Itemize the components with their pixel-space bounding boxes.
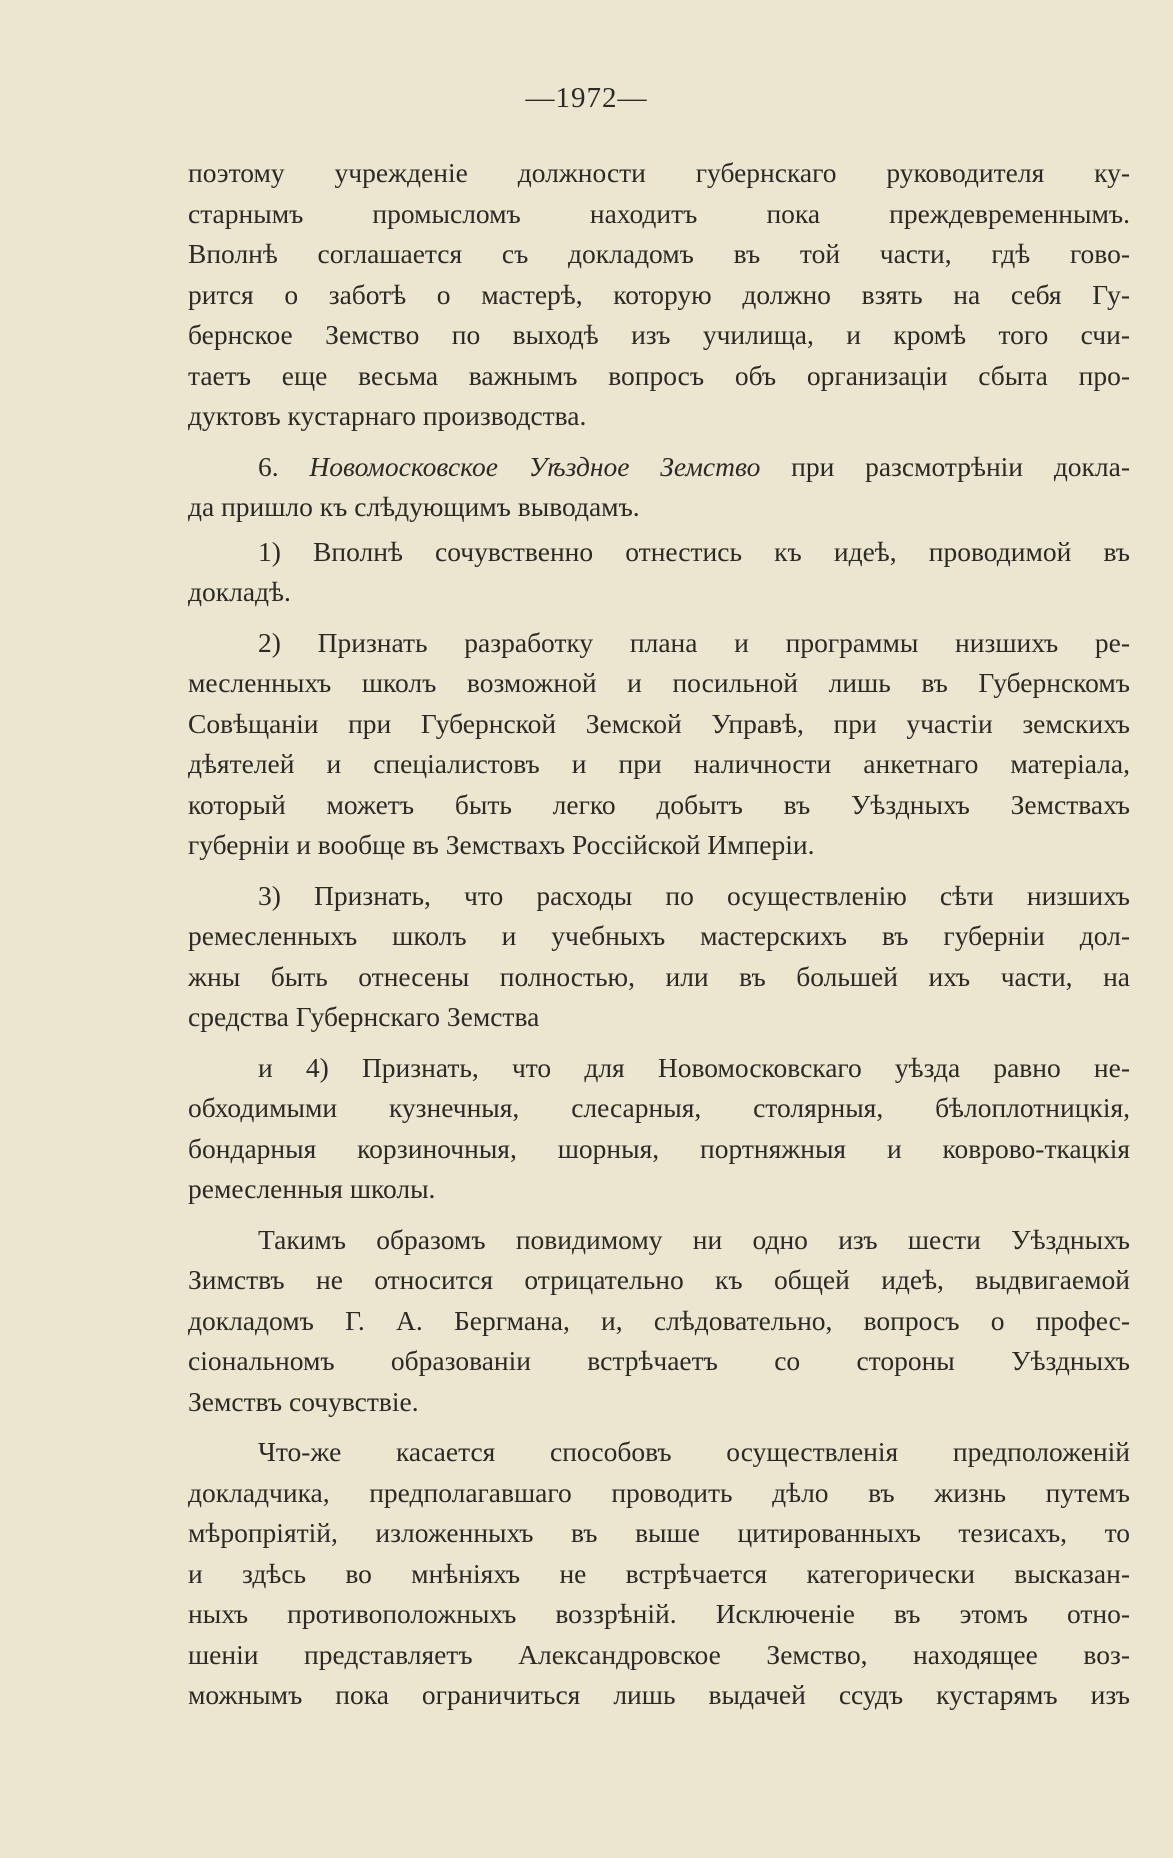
text-line: Вполнѣ соглашается съ докладомъ въ той части, гдѣ гово- [188, 238, 1130, 269]
text-line: жны быть отнесены полностью, или въ большей ихъ части, на [188, 960, 1130, 992]
lead-rest: при разсмотрѣніи докла- [791, 450, 1130, 482]
body-text [188, 153, 1130, 1720]
paragraph-methods [188, 1432, 1130, 1716]
text-line: сіональномъ образованіи встрѣчаетъ со стороны Уѣздныхъ [188, 1345, 1130, 1376]
text-line: средства Губернскаго Земства [188, 1001, 540, 1032]
text-line: шеніи представляетъ Александровское Земство, находящее воз- [188, 1638, 1130, 1670]
text-line: поэтому учрежденіе должности губернскаго руководителя ку- [188, 157, 1130, 188]
text-line: Земствъ сочувствіе. [188, 1385, 419, 1417]
text-line: обходимыми кузнечныя, слесарныя, столярныя, бѣлоплотницкія, [188, 1092, 1130, 1123]
item-number: 6. [258, 450, 279, 482]
text-line: да пришло къ слѣдующимъ выводамъ. [188, 491, 640, 522]
text-line: старнымъ промысломъ находитъ пока преждевременнымъ. [188, 197, 1130, 229]
text-line: дуктовъ кустарнаго производства. [188, 400, 587, 431]
text-line: докладчика, предполагавшаго проводить дѣло въ жизнь путемъ [188, 1476, 1130, 1508]
paragraph-continuation [188, 153, 1130, 437]
text-line: ремесленныхъ школъ и учебныхъ мастерскихъ въ губерніи дол- [188, 920, 1130, 951]
page-number: —1972— [525, 82, 648, 114]
text-line: ныхъ противоположныхъ воззрѣній. Исключеніе въ этомъ отно- [188, 1598, 1130, 1629]
text-line-lead [188, 447, 1130, 488]
text-line: Что-же касается способовъ осуществленія предположеній [258, 1436, 1130, 1467]
text-line: рится о заботѣ о мастерѣ, которую должно взять на себя Гу- [188, 278, 1130, 310]
text-line: губерніи и вообще въ Земствахъ Россійской Имперіи. [188, 829, 815, 860]
paragraph-point-4 [188, 1048, 1130, 1210]
text-line: 1) Вполнѣ сочувственно отнестись къ идеѣ, проводимой въ [258, 535, 1130, 567]
text-line: 2) Признать разработку плана и программы низшихъ ре- [258, 626, 1130, 658]
text-line: который можетъ быть легко добытъ въ Уѣздныхъ Земствахъ [188, 788, 1130, 820]
text-line: Совѣщаніи при Губернской Земской Управѣ, при участіи земскихъ [188, 707, 1130, 739]
text-line: месленныхъ школъ возможной и посильной лишь въ Губернскомъ [188, 667, 1130, 698]
paragraph-item-6 [188, 447, 1130, 528]
zemstvo-name: Новомосковское Уѣздное Земство [309, 450, 761, 482]
text-line: Такимъ образомъ повидимому ни одно изъ шести Уѣздныхъ [258, 1223, 1130, 1255]
text-line: бондарныя корзиночныя, шорныя, портняжныя и коврово-ткацкія [188, 1132, 1130, 1164]
text-line: докладомъ Г. А. Бергмана, и, слѣдовательно, вопросъ о профес- [188, 1304, 1130, 1336]
text-line: таетъ еще весьма важнымъ вопросъ объ организаціи сбыта про- [188, 359, 1130, 391]
text-line: дѣятелей и спеціалистовъ и при наличности анкетнаго матеріала, [188, 748, 1130, 779]
text-line: Зимствъ не относится отрицательно къ общей идеѣ, выдвигаемой [188, 1264, 1130, 1295]
text-line: и здѣсь во мнѣніяхъ не встрѣчается категорически высказан- [188, 1557, 1130, 1589]
text-line: бернское Земство по выходѣ изъ училища, и кромѣ того счи- [188, 319, 1130, 350]
paragraph-point-1 [188, 532, 1130, 613]
text-line: 3) Признать, что расходы по осуществленію сѣти низшихъ [258, 879, 1130, 911]
paragraph-point-2 [188, 623, 1130, 866]
text-line: ремесленныя школы. [188, 1173, 436, 1204]
paragraph-point-3 [188, 876, 1130, 1038]
text-line: мѣропріятій, изложенныхъ въ выше цитированныхъ тезисахъ, то [188, 1517, 1130, 1548]
text-line: и 4) Признать, что для Новомосковскаго уѣзда равно не- [258, 1051, 1130, 1083]
text-line: докладѣ. [188, 576, 291, 607]
paragraph-summary [188, 1220, 1130, 1423]
text-line: можнымъ пока ограничиться лишь выдачей ссудъ кустарямъ изъ [188, 1679, 1130, 1710]
